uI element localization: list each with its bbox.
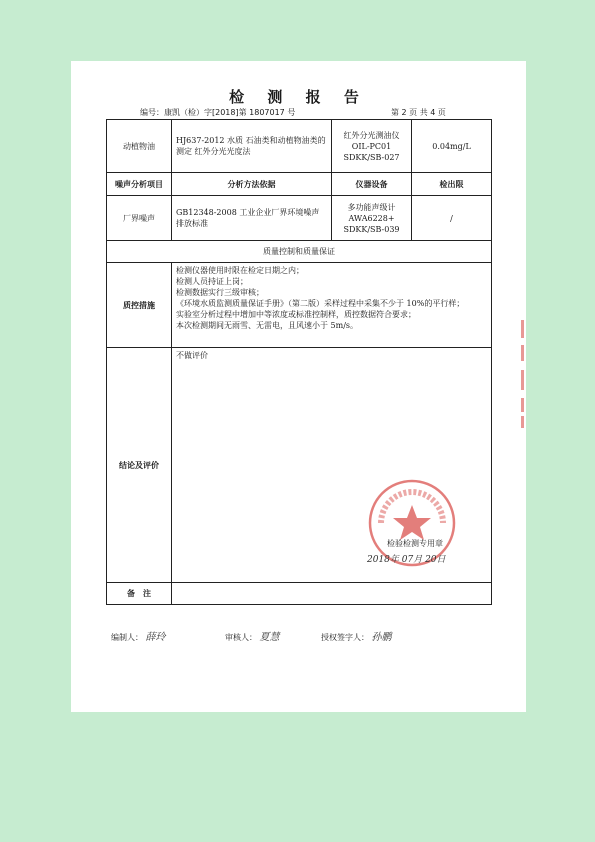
remarks-label: 备 注 (107, 583, 172, 605)
reviewer-name: 夏慧 (259, 632, 280, 643)
conclusion-content (172, 348, 492, 583)
seal-label: 检验检测专用章 (387, 539, 443, 548)
report-title: 检 测 报 告 (229, 88, 368, 106)
qc-line: 检测人员持证上岗； (176, 277, 248, 286)
conclusion-row (107, 348, 492, 583)
conclusion-text: 不做评价 (176, 351, 208, 360)
qc-label: 质控措施 (107, 263, 172, 348)
approver-label: 授权签字人： (321, 633, 369, 642)
noise-method-cell: GB12348-2008 工业企业厂界环境噪声排放标准 (172, 196, 332, 241)
noise-instrument-header: 仪器设备 (332, 173, 412, 196)
compiler-label: 编制人： (111, 633, 143, 642)
signing-date: 2018年 07月 20日 (367, 555, 446, 565)
instrument-cell: 红外分光测油仪 OIL-PC01 SDKK/SB-027 (332, 120, 412, 173)
noise-instrument-cell: 多功能声级计 AWA6228+ SDKK/SB-039 (332, 196, 412, 241)
qc-line: 《环境水质监测质量保证手册》（第二版）采样过程中采集不少于 10%的平行样； (176, 299, 465, 308)
approver-name: 孙鹏 (371, 632, 392, 643)
approver-signature (321, 628, 392, 643)
compiler-signature (111, 628, 166, 643)
seal-edge-marks (519, 320, 527, 430)
qc-content (172, 263, 492, 348)
qc-line: 本次检测期间无雨雪、无雷电，且风速小于 5m/s。 (176, 321, 359, 330)
report-number: 编号：康凯（检）字[2018]第 1807017 号 (140, 108, 296, 117)
reviewer-signature (225, 628, 280, 643)
page-info: 第 2 页 共 4 页 (391, 108, 446, 117)
noise-item-cell: 厂界噪声 (107, 196, 172, 241)
limit-cell: 0.04mg/L (412, 120, 492, 173)
qc-line: 实验室分析过程中增加中等浓度或标准控制样，质控数据符合要求； (176, 310, 416, 319)
qc-row (107, 263, 492, 348)
table-row (107, 196, 492, 241)
compiler-name: 薛玲 (145, 632, 166, 643)
table-row (107, 120, 492, 173)
qc-line: 检测数据实行三级审核； (176, 288, 264, 297)
conclusion-label: 结论及评价 (107, 348, 172, 583)
reviewer-label: 审核人： (225, 633, 257, 642)
qc-section-row (107, 241, 492, 263)
report-table (106, 119, 492, 605)
noise-limit-cell: / (412, 196, 492, 241)
remarks-row (107, 583, 492, 605)
report-page (71, 61, 526, 712)
method-cell: HJ637-2012 水质 石油类和动植物油类的测定 红外分光光度法 (172, 120, 332, 173)
remarks-content (172, 583, 492, 605)
noise-header-row (107, 173, 492, 196)
noise-item-header: 噪声分析项目 (107, 173, 172, 196)
noise-method-header: 分析方法依据 (172, 173, 332, 196)
noise-limit-header: 检出限 (412, 173, 492, 196)
item-cell: 动植物油 (107, 120, 172, 173)
qc-line: 检测仪器使用时限在检定日期之内； (176, 266, 304, 275)
qc-section-title: 质量控制和质量保证 (107, 241, 492, 263)
